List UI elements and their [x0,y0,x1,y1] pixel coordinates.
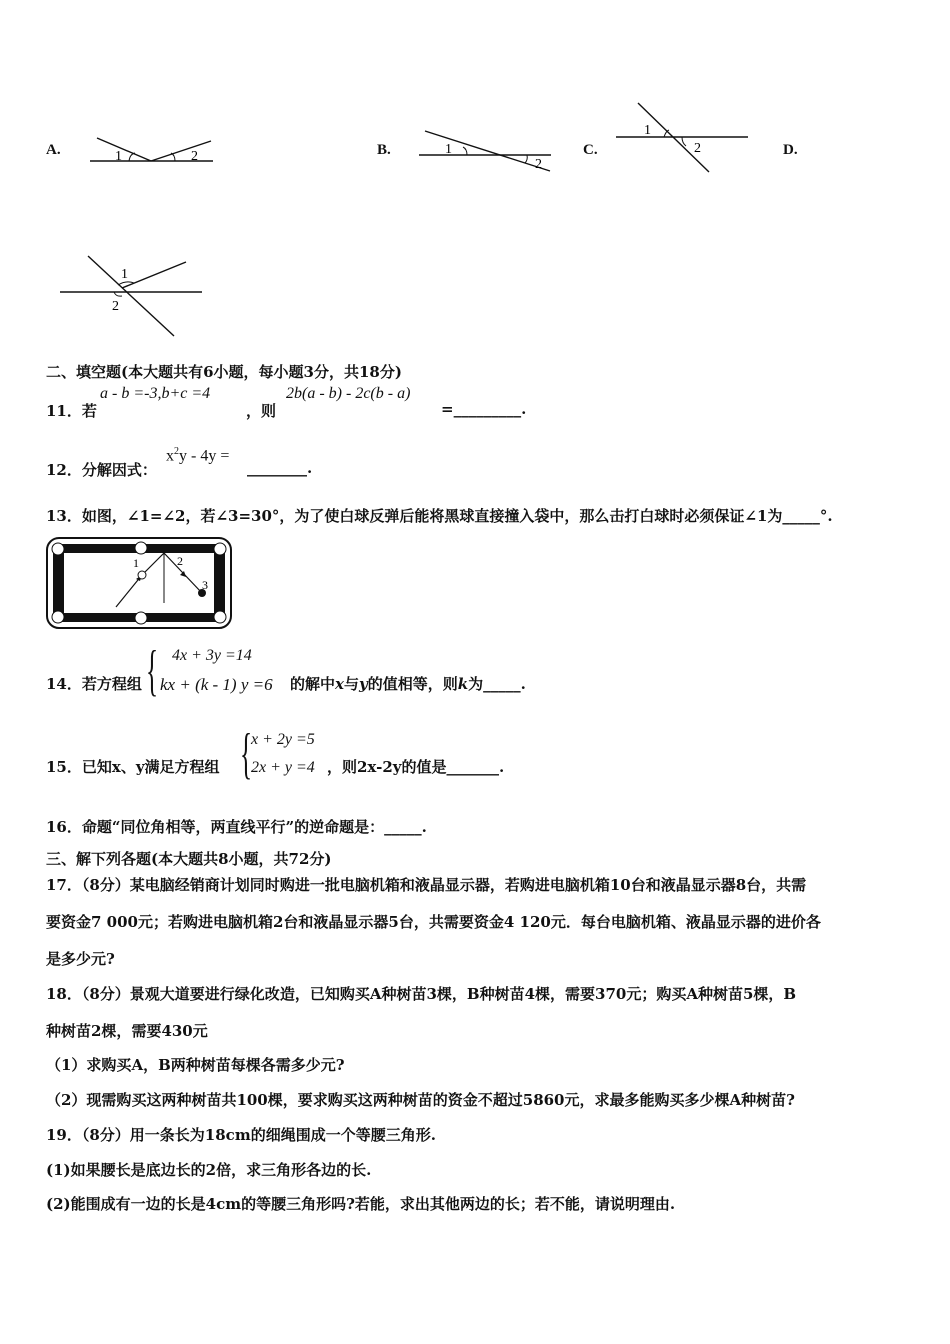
q17-line-3: 是多少元? [46,950,115,968]
q13-angle-3: 3 [202,578,208,592]
option-d-angle-1: 1 [121,267,128,282]
option-d-transversal [88,256,174,336]
q19-line-1: 19．（8分）用一条长为18cm的细绳围成一个等腰三角形. [46,1126,436,1144]
q14-tail [290,673,526,694]
section-2-title: 二、填空题(本大题共有6小题，每小题3分，共18分) [46,363,402,381]
q15-eq2: 2x + y =4 [251,759,315,776]
q17-line-1: 17．（8分）某电脑经销商计划同时购进一批电脑机箱和液晶显示器，若购进电脑机箱10台和液晶显示器8台，共需 [46,876,807,894]
pocket-top-left [52,543,64,555]
billiard-playing-area [64,553,214,613]
option-c-label: C. [583,142,598,158]
pocket-bottom-middle [135,612,147,624]
option-b-angle-2: 2 [535,157,542,172]
option-a-angle-1: 1 [115,149,122,164]
option-b-arc-2 [525,155,527,163]
q14-var-k: k [457,675,469,693]
q11-expression: 2b(a - b) - 2c(b - a) [286,385,411,402]
q18-sub-1: （1）求购买A，B两种树苗每棵各需多少元? [46,1056,345,1074]
q11-blank: =_________. [441,400,527,418]
pocket-bottom-left [52,611,64,623]
q13-angle-1: 1 [133,556,139,570]
q13-angle-2: 2 [177,554,183,568]
q16-text: 16．命题“同位角相等，两直线平行”的逆命题是：_____. [46,818,427,836]
q14-eq1: 4x + 3y =14 [172,647,252,664]
option-a-ray-left [97,138,151,161]
option-b-arc-1 [463,147,467,155]
q14-tail-a: 的解中 [290,675,336,693]
q14-var-y: y [358,675,368,693]
q15-eq1: x + 2y =5 [251,731,315,748]
q15-tail: ，则2x-2y的值是_______. [327,758,505,776]
q12-blank: ________. [247,459,313,477]
q12-expr-rest: y - 4y = [179,447,230,465]
q12-number: 12．分解因式： [46,461,157,479]
pocket-top-right [214,543,226,555]
q11-number: 11．若 [46,402,97,420]
q18-line-2: 种树苗2棵，需要430元 [46,1022,208,1040]
option-a-figure [85,132,215,168]
option-c-angle-1: 1 [644,123,651,138]
option-a-label: A. [46,142,61,158]
q12-expr-x: x [166,447,174,465]
option-b-figure [415,125,555,175]
option-c-arc-2 [682,137,686,146]
pocket-top-middle [135,542,147,554]
q12-expression [166,446,229,465]
option-d-angle-2: 2 [112,299,119,314]
q11-then: ，则 [246,402,277,420]
q14-number: 14．若方程组 [46,675,142,693]
q18-line-1: 18．（8分）景观大道要进行绿化改造，已知购买A种树苗3棵，B种树苗4棵，需要370元；购买A种树苗5棵，B [46,985,797,1003]
section-3-title: 三、解下列各题(本大题共8小题，共72分) [46,850,332,868]
q18-sub-2: （2）现需购买这两种树苗共100棵，要求购买这两种树苗的资金不超过5860元，求最多能购买多少棵A种树苗? [46,1091,795,1109]
q14-tail-c: 的值相等，则 [367,675,458,693]
q14-tail-b: 与 [343,675,359,693]
q12-expr-sup: 2 [174,446,179,457]
option-d-figure [56,252,206,342]
q11-condition: a - b =-3,b+c =4 [100,385,211,402]
q14-brace: { [146,640,159,702]
q19-sub-2: (2)能围成有一边的长是4cm的等腰三角形吗?若能，求出其他两边的长；若不能，请说明理由. [46,1195,676,1213]
q15-number: 15．已知x、y满足方程组 [46,758,220,776]
option-b-angle-1: 1 [445,142,452,157]
q14-var-x: x [335,675,344,693]
pocket-bottom-right [214,611,226,623]
q14-eq2: kx + (k - 1) y =6 [160,675,273,694]
q15-brace: { [240,723,253,785]
option-d-ray [122,262,186,288]
option-d-label: D. [783,142,798,158]
option-c-angle-2: 2 [694,141,701,156]
q13-text: 13．如图，∠1=∠2，若∠3=30°，为了使白球反弹后能将黑球直接撞入袋中，那么击打白球时必须保证∠1为_____°. [46,507,833,525]
option-a-angle-2: 2 [191,149,198,164]
q13-billiard-table [44,535,234,631]
white-ball [138,571,146,579]
option-b-transversal [425,131,550,171]
option-b-label: B. [377,142,391,158]
q19-sub-1: (1)如果腰长是底边长的2倍，求三角形各边的长. [46,1161,372,1179]
q17-line-2: 要资金7 000元；若购进电脑机箱2台和液晶显示器5台，共需要资金4 120元．每台电脑机箱、液晶显示器的进价各 [46,913,821,931]
option-a-ray-right [151,141,211,161]
option-c-figure [612,100,752,176]
q14-tail-d: 为_____. [468,675,526,693]
